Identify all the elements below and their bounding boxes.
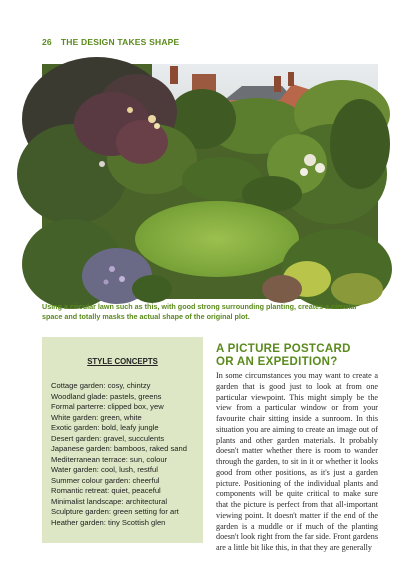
list-item: Romantic retreat: quiet, peaceful xyxy=(51,486,161,495)
running-header xyxy=(42,37,179,47)
style-concepts-list xyxy=(51,381,187,528)
list-item: Summer colour garden: cheerful xyxy=(51,475,160,485)
list-item: Sculpture garden: green setting for art xyxy=(51,507,179,516)
list-item: Desert garden: gravel, succulents xyxy=(51,433,165,443)
section-title: THE DESIGN TAKES SHAPE xyxy=(60,37,180,47)
list-item: Heather garden: tiny Scottish glen xyxy=(51,517,166,527)
list-item: Mediterranean terrace: sun, colour xyxy=(51,454,168,464)
list-item: Minimalist landscape: architectural xyxy=(51,496,168,506)
list-item: Woodland glade: pastels, greens xyxy=(51,391,162,401)
style-concepts-box xyxy=(42,337,203,543)
sidebar-title: STYLE CONCEPTS xyxy=(87,357,158,366)
garden-photo xyxy=(42,64,378,299)
list-item: Formal parterre: clipped box, yew xyxy=(51,402,164,411)
list-item: Cottage garden: cosy, chintzy xyxy=(51,381,151,390)
list-item: Japanese garden: bamboos, raked sand xyxy=(51,444,187,453)
list-item: Water garden: cool, lush, restful xyxy=(51,465,158,474)
article-heading xyxy=(216,343,386,369)
article-body: In some circumstances you may want to create a garden that is good just to look at from one particular viewpoint. This might simply be the view from a particular window or from your favourite chair sitting inside a sunroom. In this situation you are aiming to create an image out of plants and other garden materials. It probably doesn't matter whether there is room to wander through the garden, to sit in it or whether it looks good from other positions, as it's just a garden picture. Positioning of the individual plants and components will be quite critical to make sure that the picture is perfect from that all-important viewing point. It doesn't matter if the end of the garden is a muddle or if much of the planting doesn't look right from the far side. Front gardens are a little bit like this, in that they are generally xyxy=(216,371,378,552)
page-number: 26 xyxy=(42,37,52,47)
article-heading-line: OR AN EXPEDITION? xyxy=(216,356,338,368)
list-item: White garden: green, white xyxy=(51,412,142,422)
list-item: Exotic garden: bold, leafy jungle xyxy=(51,423,159,432)
article-heading-line: A PICTURE POSTCARD xyxy=(216,343,351,355)
photo-caption: Using a circular lawn such as this, with good strong surrounding planting, creates a circular space and totally masks the actual shape of the original plot. xyxy=(42,302,358,321)
